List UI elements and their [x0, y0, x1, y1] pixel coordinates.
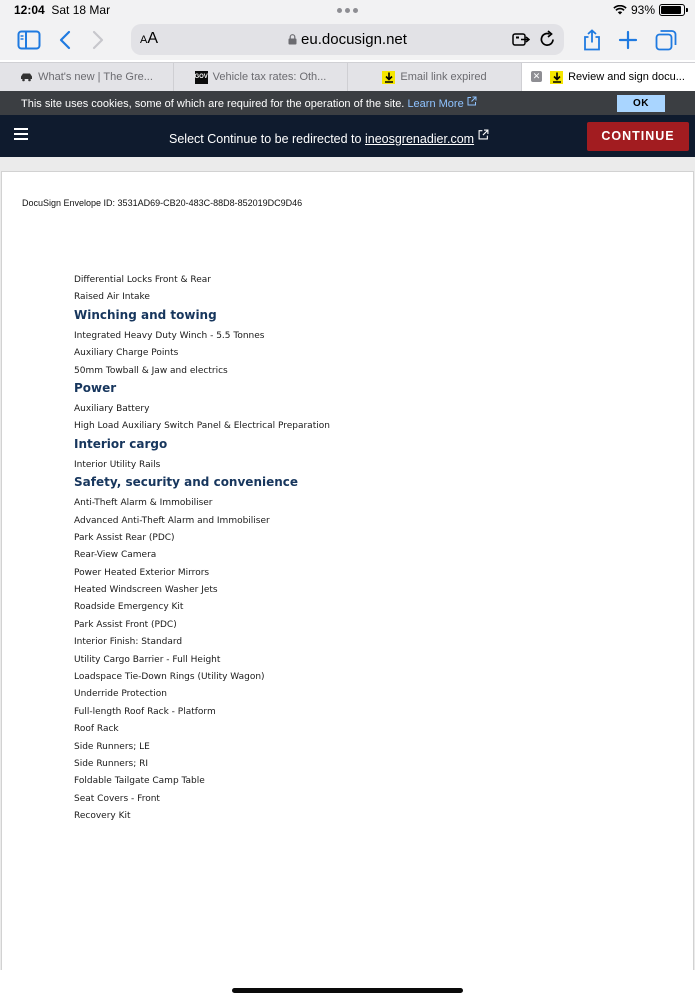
home-indicator[interactable] [232, 988, 463, 993]
menu-icon[interactable] [14, 128, 28, 140]
envelope-id: DocuSign Envelope ID: 3531AD69-CB20-483C-88D8-852019DC9D46 [22, 198, 303, 208]
status-indicators [613, 3, 685, 17]
feature-item: Foldable Tailgate Camp Table [74, 776, 205, 787]
docusign-header [0, 115, 695, 157]
feature-item: Park Assist Front (PDC) [74, 619, 177, 630]
redirect-link[interactable]: ineosgrenadier.com [364, 132, 475, 146]
redirect-message: Select Continue to be redirected to ineosgrenadier.com [169, 129, 489, 146]
car-icon [20, 71, 33, 84]
cookie-banner [0, 91, 695, 115]
sidebar-icon[interactable] [17, 28, 41, 52]
extension-icon[interactable] [512, 31, 530, 48]
battery-percent: 93% [630, 3, 655, 17]
status-bar [0, 0, 695, 20]
section-heading: Interior cargo [74, 436, 168, 451]
tab-review-and-sign[interactable] [522, 63, 695, 91]
close-tab-icon[interactable]: ✕ [532, 71, 541, 81]
learn-more-link[interactable]: Learn More [407, 98, 476, 110]
feature-item: Auxiliary Battery [74, 403, 150, 414]
bottom-area [0, 970, 695, 1000]
url-display[interactable]: eu.docusign.net [131, 31, 564, 48]
feature-item: Recovery Kit [74, 811, 131, 822]
tab-title: What's new | The Gre... [38, 71, 153, 83]
multitasking-dots-icon[interactable] [337, 8, 358, 13]
feature-item: Interior Utility Rails [74, 459, 161, 470]
external-link-icon [467, 96, 477, 106]
feature-item: Park Assist Rear (PDC) [74, 532, 175, 543]
continue-button[interactable]: CONTINUE [587, 122, 689, 151]
docusign-download-icon [382, 71, 395, 84]
cookie-text: This site uses cookies, some of which are required for the operation of the site. Learn More [21, 96, 477, 110]
feature-item: Seat Covers - Front [74, 793, 160, 804]
feature-item: Interior Finish: Standard [74, 637, 183, 648]
gov-uk-icon: GOV [195, 71, 208, 84]
feature-item: Roadside Emergency Kit [74, 602, 184, 613]
tab-whats-new[interactable] [0, 63, 174, 91]
wifi-icon [613, 5, 627, 15]
tab-overview-icon[interactable] [654, 28, 678, 52]
feature-item: Differential Locks Front & Rear [74, 275, 211, 285]
feature-item: Underride Protection [74, 689, 167, 700]
section-heading: Safety, security and convenience [74, 475, 299, 490]
tab-title: Review and sign docu... [568, 71, 685, 83]
external-link-icon [478, 129, 489, 140]
feature-item: Anti-Theft Alarm & Immobiliser [74, 498, 213, 509]
feature-item: Loadspace Tie-Down Rings (Utility Wagon) [74, 672, 265, 683]
back-icon[interactable] [53, 28, 77, 52]
tab-bar [0, 62, 695, 91]
feature-item: Side Runners; RI [74, 758, 149, 769]
tab-title: Email link expired [400, 71, 487, 83]
feature-item: Heated Windscreen Washer Jets [74, 585, 218, 596]
document-page [1, 171, 694, 971]
forward-icon[interactable] [86, 28, 110, 52]
lock-icon [288, 34, 297, 45]
feature-item: High Load Auxiliary Switch Panel & Electrical Preparation [74, 421, 330, 432]
feature-item: Rear-View Camera [74, 550, 157, 561]
tab-title: Vehicle tax rates: Oth... [212, 71, 327, 83]
new-tab-icon[interactable] [616, 28, 640, 52]
section-heading: Power [74, 380, 117, 395]
feature-item: Integrated Heavy Duty Winch - 5.5 Tonnes [74, 330, 265, 341]
section-heading: Winching and towing [74, 307, 217, 322]
reload-icon[interactable] [539, 30, 556, 48]
docusign-download-icon [550, 71, 563, 84]
status-time: 12:04 Sat 18 Mar [14, 3, 111, 17]
feature-item: Roof Rack [74, 724, 119, 735]
tab-vehicle-tax[interactable] [174, 63, 348, 91]
feature-item: Side Runners; LE [74, 741, 150, 752]
feature-item: Utility Cargo Barrier - Full Height [74, 654, 221, 665]
address-bar[interactable] [131, 24, 564, 55]
text-size-button[interactable]: AA [140, 30, 159, 47]
feature-item: Full-length Roof Rack - Platform [74, 706, 216, 717]
cookie-ok-button[interactable]: OK [617, 95, 665, 112]
feature-item: Power Heated Exterior Mirrors [74, 567, 210, 578]
feature-item: Auxiliary Charge Points [74, 348, 179, 359]
feature-item: 50mm Towball & Jaw and electrics [74, 365, 228, 376]
tab-email-link-expired[interactable] [348, 63, 522, 91]
share-icon[interactable] [580, 28, 604, 52]
battery-icon [659, 4, 685, 16]
feature-item: Raised Air Intake [74, 292, 150, 303]
browser-toolbar [0, 20, 695, 60]
document-viewer[interactable] [0, 157, 695, 970]
document-content [74, 273, 634, 827]
feature-item: Advanced Anti-Theft Alarm and Immobiliser [74, 515, 270, 526]
